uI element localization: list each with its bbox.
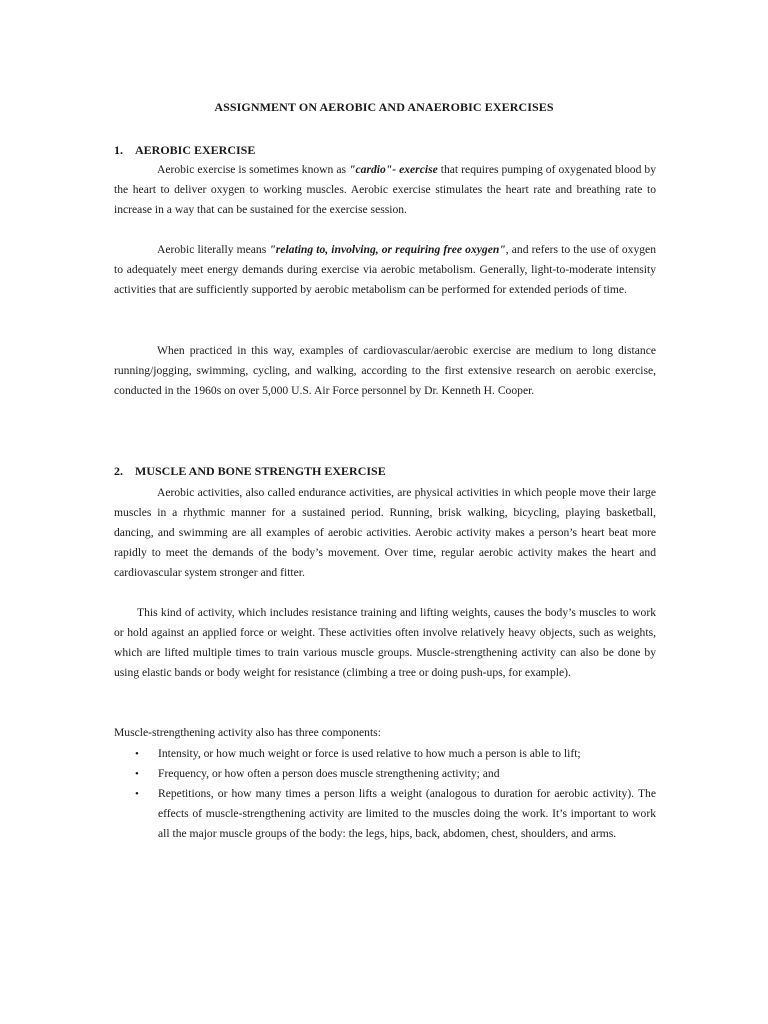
list-item-text: Repetitions, or how many times a person lifts a weight (analogous to duration for aerobic activity). The effects of muscle-strengthening activity are limited to the muscles doing the work. It’s important to work all the major muscle groups of the body: the legs, hips, back, abdomen, chest, shoulders, and arms. [158,787,656,840]
bullet-icon: • [135,788,139,800]
section-2-heading [114,463,386,479]
list-intro: Muscle-strengthening activity also has three components: [114,726,381,739]
list-item [114,764,656,784]
list-item [114,784,656,844]
list-item-text: Intensity, or how much weight or force is used relative to how much a person is able to lift; [158,747,581,760]
section-1-heading [114,142,255,158]
section-1-number: 1. [114,143,123,157]
document-title: ASSIGNMENT ON AEROBIC AND ANAEROBIC EXERCISES [214,100,554,114]
components-list [114,744,656,844]
paragraph-text: Aerobic exercise is sometimes known as [157,163,350,176]
section-2-number: 2. [114,464,123,478]
section-2-paragraph-2 [114,603,656,683]
bullet-icon: • [135,768,139,780]
paragraph-text: Aerobic literally means [157,243,270,256]
paragraph-text: , and refers to the use of oxygen to adequately meet energy demands during exercise via aerobic metabolism. Generally, light-to-moderate intensity activities that are sufficiently supported by aerobic metabolism can be performed for extended periods of time. [114,243,656,296]
section-1-title: AEROBIC EXERCISE [135,143,256,157]
section-1-paragraph-1 [114,160,656,220]
emphasis-cardio: "cardio"- exercise [349,163,438,176]
bullet-icon: • [135,748,139,760]
list-item-text: Frequency, or how often a person does muscle strengthening activity; and [158,767,500,780]
paragraph-text: This kind of activity, which includes resistance training and lifting weights, causes the body’s muscles to work or hold against an applied force or weight. These activities often involve relatively heavy objects, such as weights, which are lifted multiple times to train various muscle groups. Muscle-strengthening activity can also be done by using elastic bands or body weight for resistance (climbing a tree or doing push-ups, for example). [114,606,656,679]
paragraph-text: Aerobic activities, also called endurance activities, are physical activities in which people move their large muscles in a rhythmic manner for a sustained period. Running, brisk walking, bicycling, playing basketball, dancing, and swimming are all examples of aerobic activities. Aerobic activity makes a person’s heart beat more rapidly to meet the demands of the body’s movement. Over time, regular aerobic activity makes the heart and cardiovascular system stronger and fitter. [114,486,656,579]
section-1-paragraph-2 [114,240,656,300]
section-1-paragraph-3 [114,341,656,401]
section-2-paragraph-1 [114,483,656,583]
section-2-title: MUSCLE AND BONE STRENGTH EXERCISE [135,464,386,478]
list-item [114,744,656,764]
paragraph-text: When practiced in this way, examples of cardiovascular/aerobic exercise are medium to long distance running/jogging, swimming, cycling, and walking, according to the first extensive research on aerobic exercise, conducted in the 1960s on over 5,000 U.S. Air Force personnel by Dr. Kenneth H. Cooper. [114,344,656,397]
emphasis-definition: "relating to, involving, or requiring free oxygen" [269,243,506,256]
paragraph-text: that requires pumping of oxygenated blood by the heart to deliver oxygen to working muscles. Aerobic exercise stimulates the heart rate and breathing rate to increase in a way that can be sustained for the exercise session. [114,163,657,216]
